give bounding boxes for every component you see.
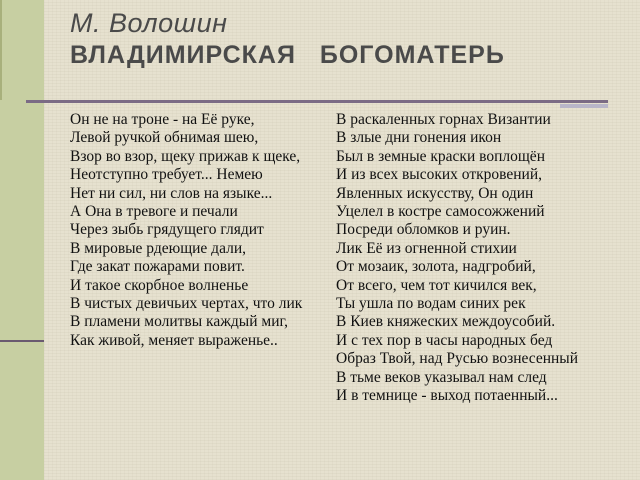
poem-line: Нет ни сил, ни слов на языке...: [70, 184, 273, 202]
poem-line: Ты ушла по водам синих рек: [336, 295, 526, 313]
poem-line: Образ Твой, над Русью вознесенный: [336, 350, 579, 368]
poem-line: В злые дни гонения икон: [336, 129, 502, 147]
left-band-edge: [0, 0, 2, 100]
poem-line: Лик Её из огненной стихии: [336, 239, 517, 257]
left-band-divider: [0, 340, 44, 342]
poem-line: Уцелел в костре самосожжений: [336, 203, 545, 221]
poem-line: Был в земные краски воплощён: [336, 147, 545, 165]
author-name: М. Волошин: [70, 8, 228, 38]
poem-line: И такое скорбное волненье: [70, 276, 249, 294]
left-decorative-band: [0, 0, 44, 480]
poem-line: Где закат пожарами повит.: [70, 258, 245, 276]
title-divider-accent: [560, 104, 608, 108]
poem-line: И из всех высоких откровений,: [336, 166, 542, 184]
poem-column-right: [336, 111, 578, 406]
poem-line: В мировые рдеющие дали,: [70, 239, 246, 257]
poem-line: От мозаик, золота, надгробий,: [336, 258, 536, 276]
poem-line: И в темнице - выход потаенный...: [336, 387, 558, 405]
poem-column-left: [70, 111, 302, 350]
slide-header: [70, 8, 505, 70]
poem-line: А Она в тревоге и печали: [70, 203, 238, 221]
poem-line: Через зыбь грядущего глядит: [70, 221, 264, 239]
poem-line: Левой ручкой обнимая шею,: [70, 129, 259, 147]
poem-line: В тьме веков указывал нам след: [336, 368, 547, 386]
poem-line: В чистых девичьих чертах, что лик: [70, 295, 303, 313]
poem-line: В пламени молитвы каждый миг,: [70, 313, 288, 331]
poem-line: Неотступно требует... Немею: [70, 166, 263, 184]
poem-line: Как живой, меняет выраженье..: [70, 331, 278, 349]
title-divider: [26, 100, 608, 103]
poem-line: В раскаленных горнах Византии: [336, 111, 551, 128]
poem-line: Взор во взор, щеку прижав к щеке,: [70, 147, 301, 165]
poem-line: И с тех пор в часы народных бед: [336, 331, 553, 349]
poem-line: Явленных искусству, Он один: [336, 184, 534, 202]
poem-line: От всего, чем тот кичился век,: [336, 276, 537, 294]
poem-title: ВЛАДИМИРСКАЯ БОГОМАТЕРЬ: [70, 41, 505, 69]
poem-line: Посреди обломков и руин.: [336, 221, 511, 239]
poem-line: В Киев княжеских междоусобий.: [336, 313, 556, 331]
poem-line: Он не на троне - на Её руке,: [70, 111, 255, 128]
